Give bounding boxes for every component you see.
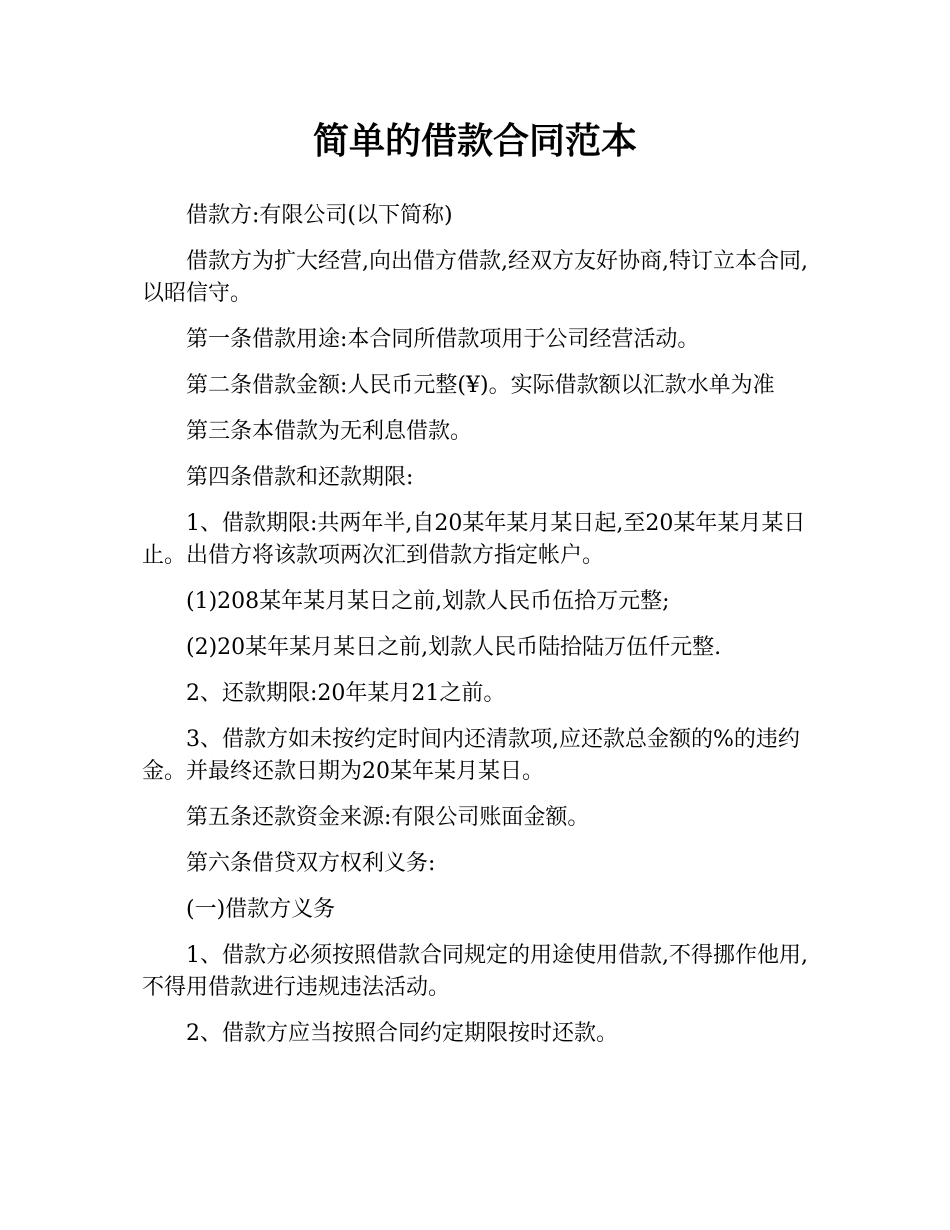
paragraph-article-4-item-1: 1、借款期限:共两年半,自20某年某月某日起,至20某年某月某日止。出借方将该款项两次汇到借款方指定帐户。 [142,511,806,568]
paragraph-article-5: 第五条还款资金来源:有限公司账面金额。 [186,805,590,830]
document-body [142,200,810,1064]
paragraph-article-2: 第二条借款金额:人民币元整(¥)。实际借款额以汇款水单为准 [186,373,775,398]
paragraph-article-4-item-2: 2、还款期限:20年某月21之前。 [186,681,506,706]
paragraph-article-4-sub-1: (1)208某年某月某日之前,划款人民币伍拾万元整; [186,589,670,614]
paragraph-article-6-section-1: (一)借款方义务 [186,897,336,922]
paragraph-article-6: 第六条借贷双方权利义务: [186,851,436,876]
paragraph-article-4: 第四条借款和还款期限: [186,465,414,490]
paragraph-article-6-duty-1: 1、借款方必须按照借款合同规定的用途使用借款,不得挪作他用,不得用借款进行违规违法活动。 [142,943,808,1000]
paragraph-article-4-sub-2: (2)20某年某月某日之前,划款人民币陆拾陆万伍仟元整. [186,635,722,660]
paragraph-article-1: 第一条借款用途:本合同所借款项用于公司经营活动。 [186,327,700,352]
paragraph-borrower: 借款方:有限公司(以下简称) [186,203,453,228]
document-title: 简单的借款合同范本 [312,121,637,162]
paragraph-article-6-duty-2: 2、借款方应当按照合同约定期限按时还款。 [186,1021,618,1046]
paragraph-article-3: 第三条本借款为无利息借款。 [186,419,473,444]
paragraph-article-4-item-3: 3、借款方如未按约定时间内还清款项,应还款总金额的%的违约金。并最终还款日期为20某年某月某日。 [142,727,800,784]
paragraph-preamble: 借款方为扩大经营,向出借方借款,经双方友好协商,特订立本合同,以昭信守。 [142,249,808,306]
